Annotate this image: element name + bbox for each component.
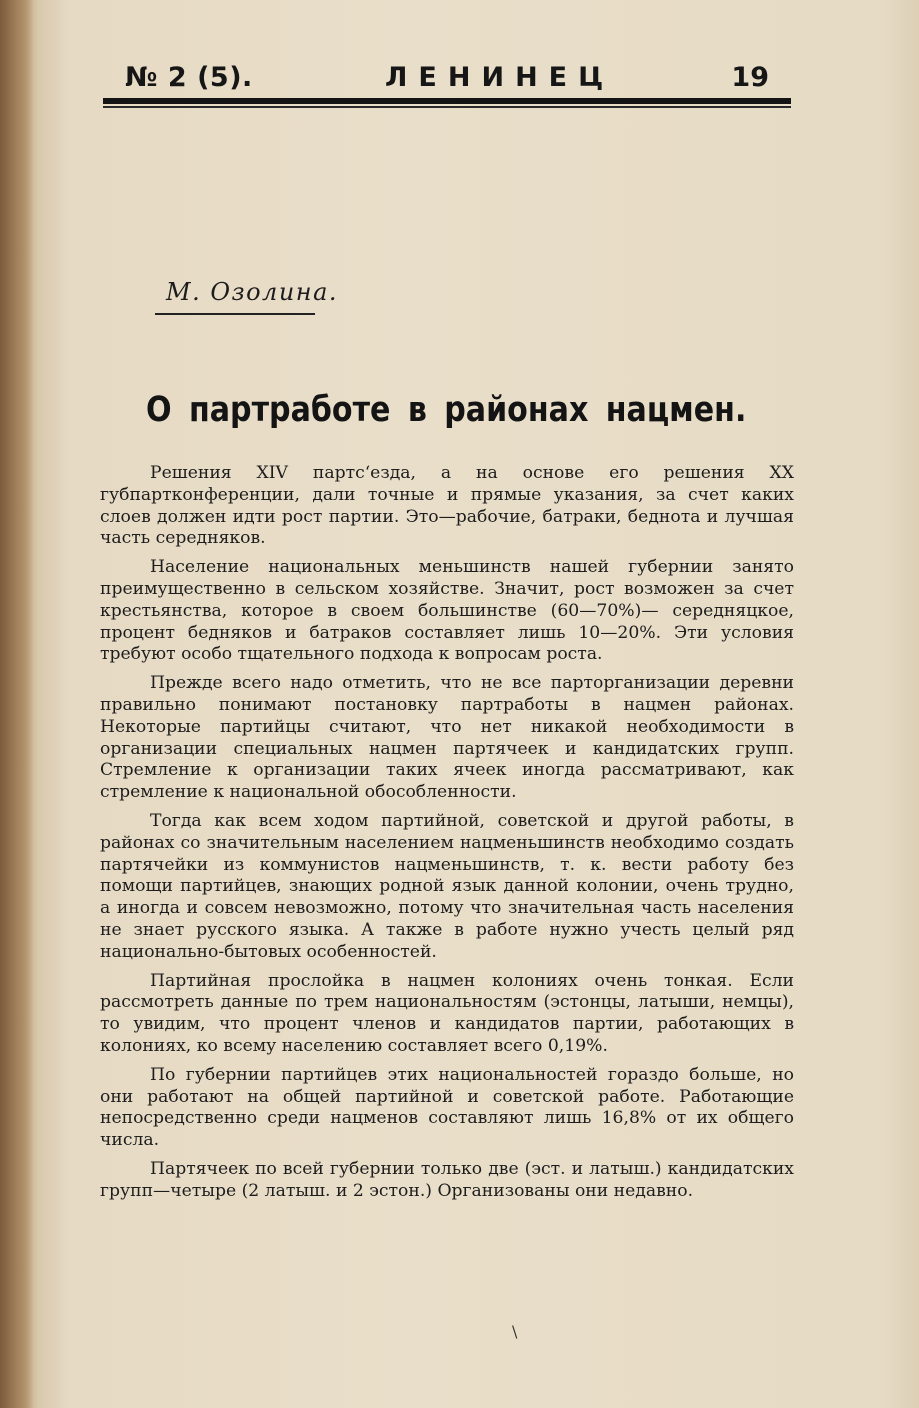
paragraph: Партячеек по всей губернии только две (эст. и латыш.) кандидатских групп—четыре (2 латыш. и 2 эстон.) Организованы они недавно. xyxy=(100,1158,794,1201)
issue-number: № 2 (5). xyxy=(125,62,253,93)
header-rule-thick xyxy=(103,98,791,104)
article-body xyxy=(100,463,794,1210)
author-underline xyxy=(155,313,315,315)
article-author: М. Озолина. xyxy=(166,278,339,306)
header-rule-thin xyxy=(103,106,791,108)
stray-print-mark: \ xyxy=(512,1322,518,1341)
paragraph: По губернии партийцев этих национальностей гораздо больше, но они работают на общей партийной и советской работе. Работающие непосредственно среди нацменов составляют лишь 16,8% от их общего числа. xyxy=(100,1064,794,1151)
paragraph: Население национальных меньшинств нашей губернии занято преимущественно в сельском хозяйстве. Значит, рост возможен за счет крестьянства, которое в своем большинстве (60—70%)— середняцкое, процент бедняков и батраков составляет лишь 10—20%. Эти условия требуют особо тщательного подхода к вопросам роста. xyxy=(100,557,794,665)
running-header xyxy=(103,58,791,98)
paragraph: Партийная прослойка в нацмен колониях очень тонкая. Если рассмотреть данные по трем национальностям (эстонцы, латыши, немцы), то увидим, что процент членов и кандидатов партии, работающих в колониях, ко всему населению составляет всего 0,19%. xyxy=(100,970,794,1056)
paragraph: Тогда как всем ходом партийной, советской и другой работы, в районах со значительным населением нацменьшинств необходимо создать партячейки из коммунистов нацменьшинств, т. к. вести работу без помощи партийцев, знающих родной язык данной колонии, очень трудно, а иногда и совсем невозможно, потому что значительная часть населения не знает русского языка. А также в работе нужно учесть целый ряд национально-бытовых особенностей. xyxy=(100,810,794,962)
article-title: О партработе в районах нацмен. xyxy=(146,390,747,430)
paragraph: Решения XIV партс‘езда, а на основе его решения XX губпартконференции, дали точные и прямые указания, за счет каких слоев должен идти рост партии. Это—рабочие, батраки, беднота и лучшая часть середняков. xyxy=(100,463,794,549)
journal-title: ЛЕНИНЕЦ xyxy=(385,62,615,93)
page-number: 19 xyxy=(731,62,769,93)
paragraph: Прежде всего надо отметить, что не все парторганизации деревни правильно понимают постановку партработы в нацмен районах. Некоторые партийцы считают, что нет никакой необходимости в организации специальных нацмен партячеек и кандидатских групп. Стремление к организации таких ячеек иногда рассматривают, как стремление к национальной обособленности. xyxy=(100,673,794,803)
book-spine-shadow xyxy=(0,0,34,1408)
